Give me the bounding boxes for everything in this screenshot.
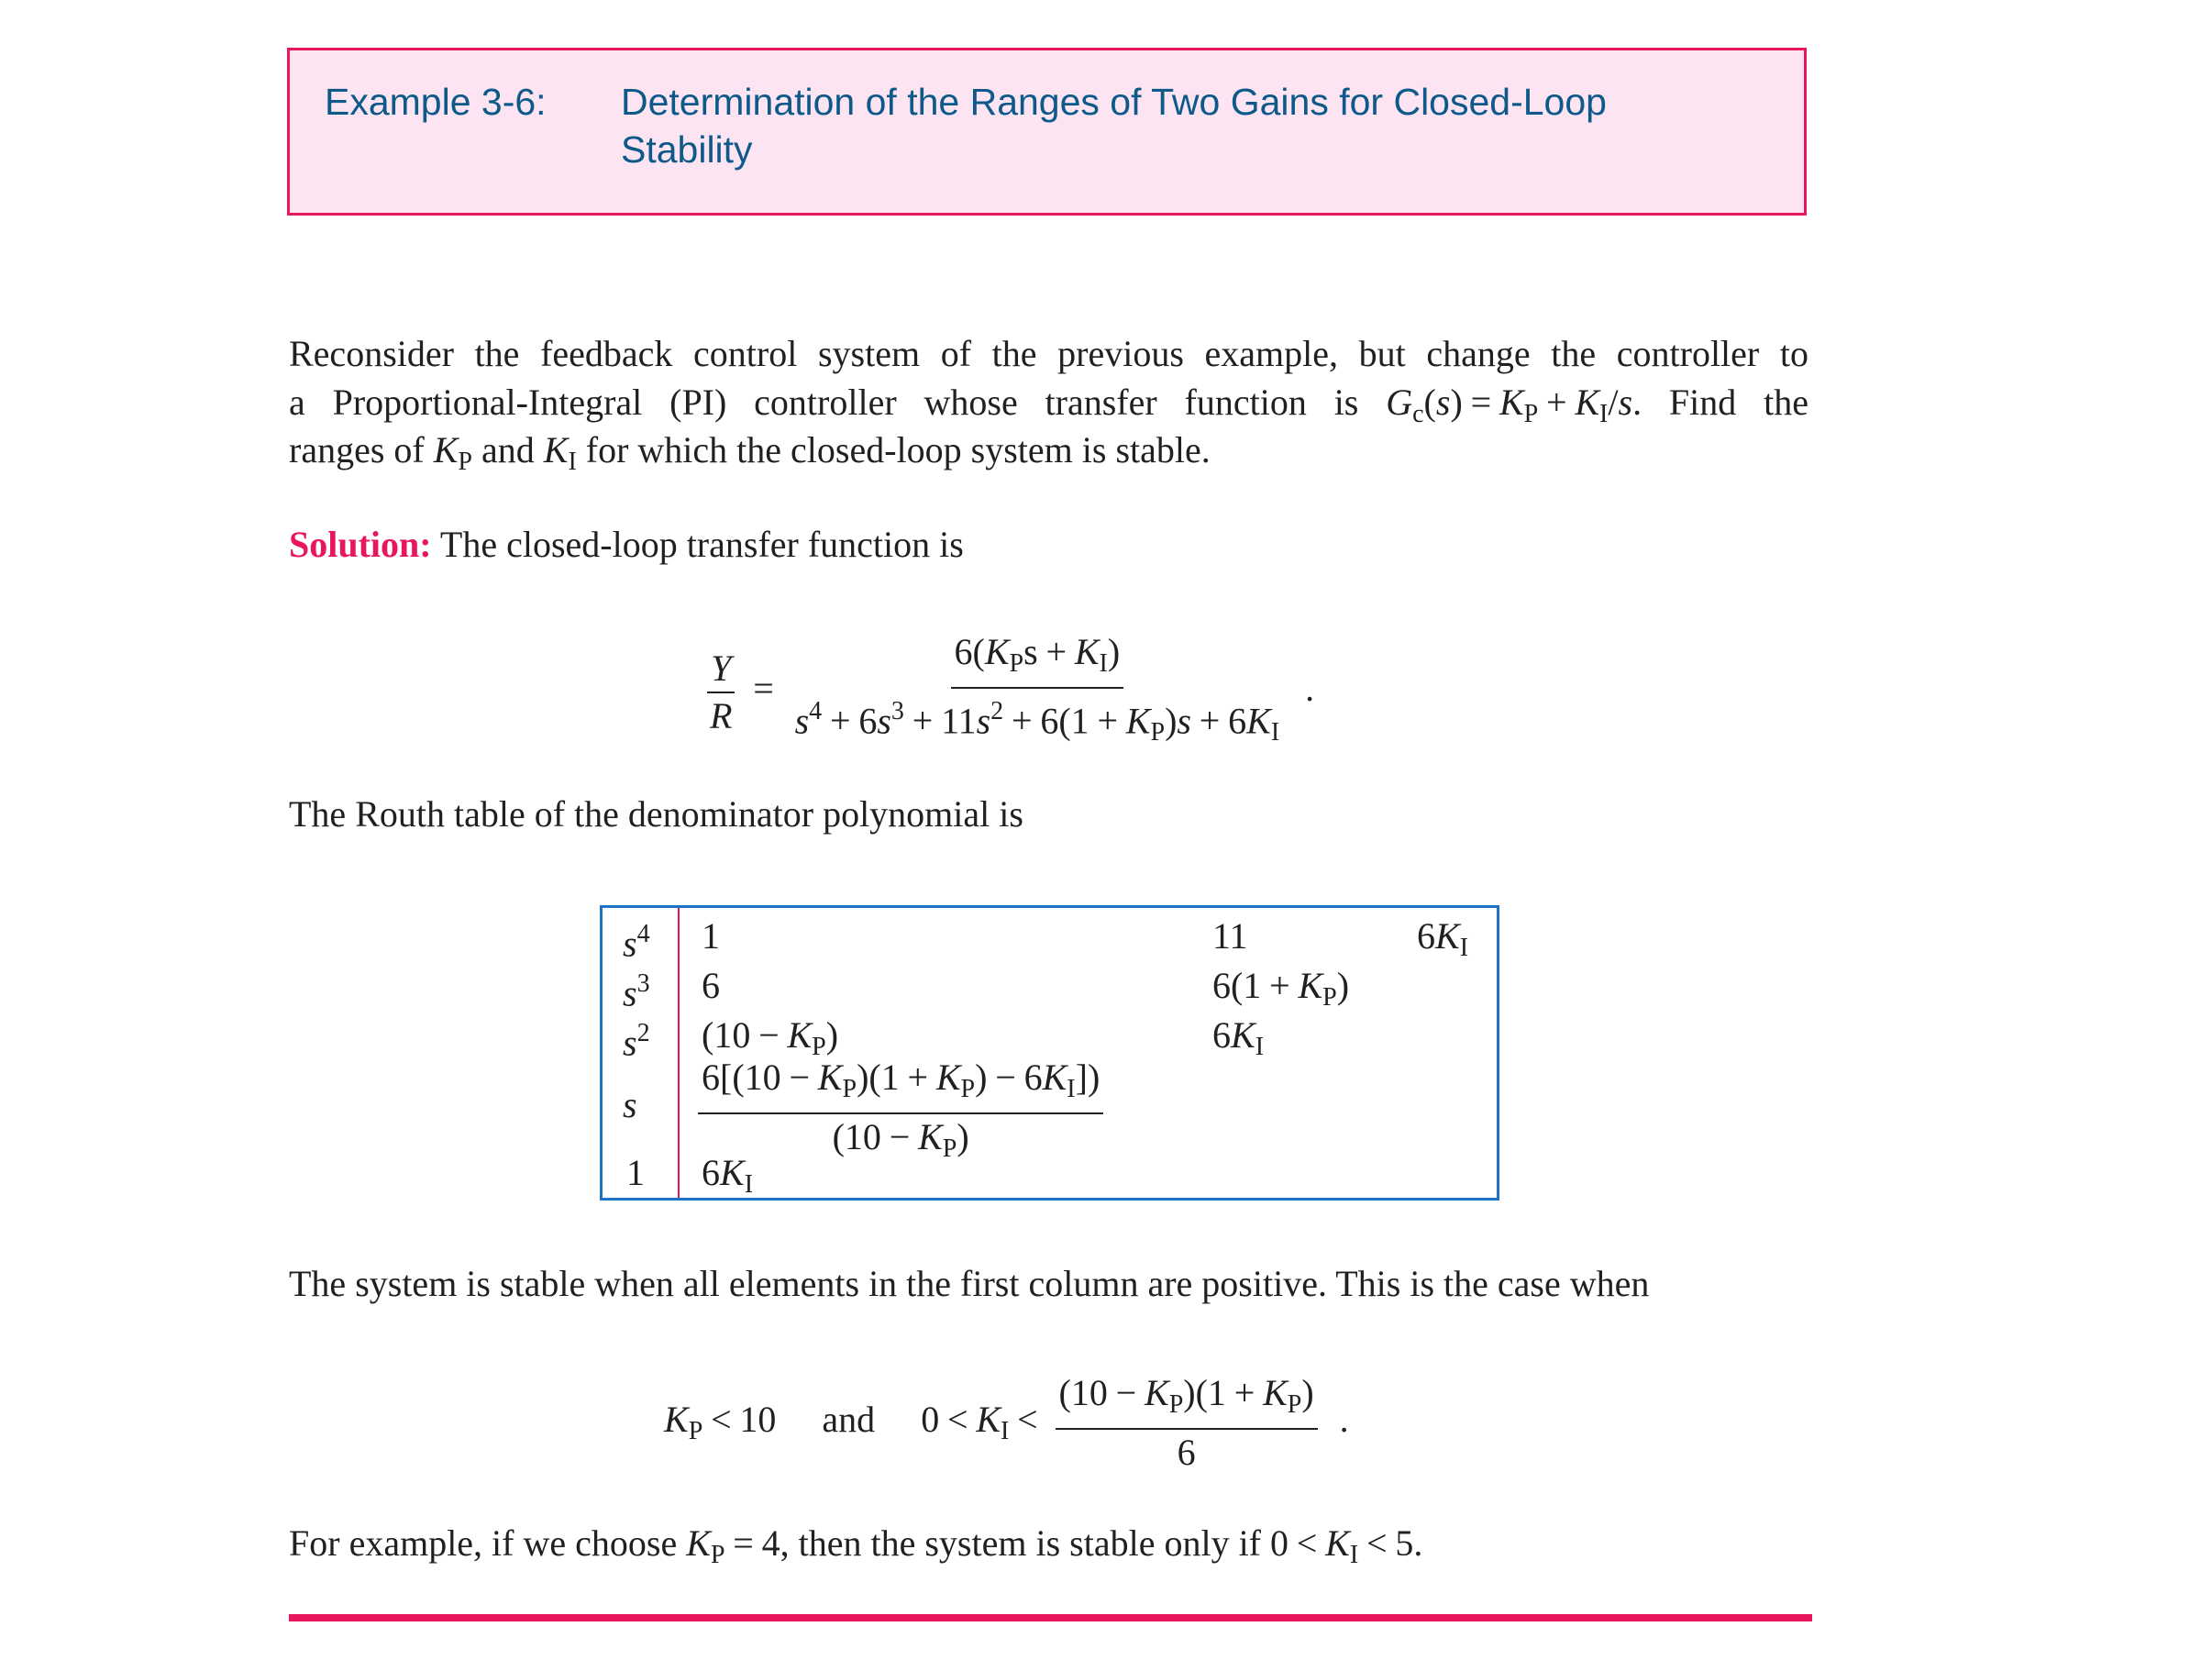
math-text: . Find the xyxy=(1632,382,1808,423)
math-variable: K xyxy=(787,1014,813,1056)
math-operator: < xyxy=(711,1398,732,1440)
math-variable: K xyxy=(1231,1014,1255,1056)
math-text: For example, if we choose xyxy=(289,1522,687,1564)
math-operator: + xyxy=(1233,1372,1255,1413)
equals-sign: = xyxy=(753,668,774,710)
math-text: 6 xyxy=(1023,1057,1043,1098)
math-text: ) xyxy=(975,1057,988,1098)
math-text: / xyxy=(1608,382,1619,423)
math-text: 6 xyxy=(1177,1431,1196,1473)
math-operator: − xyxy=(889,1115,911,1157)
math-superscript: 3 xyxy=(636,969,650,998)
math-text: 10 xyxy=(739,1398,777,1440)
math-superscript: 2 xyxy=(636,1019,650,1047)
math-variable: K xyxy=(433,429,459,470)
math-superscript: 4 xyxy=(636,920,650,948)
routh-power-s4 xyxy=(623,913,650,965)
math-subscript: P xyxy=(1287,1389,1302,1419)
lhs-numerator xyxy=(707,647,735,693)
math-subscript: I xyxy=(1099,648,1108,678)
math-variable: K xyxy=(976,1398,1001,1440)
routh-table xyxy=(600,905,1499,1201)
math-variable: K xyxy=(543,429,569,470)
math-text: ]) xyxy=(1075,1057,1100,1098)
intro-line-1: Reconsider the feedback control system of the previous example, but change the controller to xyxy=(289,333,1808,374)
math-subscript: P xyxy=(688,1416,703,1445)
rhs-numerator xyxy=(951,631,1124,689)
routh-cell xyxy=(702,915,720,957)
math-variable: K xyxy=(817,1057,843,1098)
math-subscript: P xyxy=(1322,982,1337,1012)
math-operator: − xyxy=(789,1057,810,1098)
stability-text: The system is stable when all elements in the first column are positive. This is the case when xyxy=(289,1263,1650,1304)
math-text: 6 xyxy=(858,700,878,742)
routh-cell xyxy=(1417,915,1468,969)
routh-cell xyxy=(1212,965,1349,1019)
example-header-box xyxy=(287,48,1807,216)
math-subscript: I xyxy=(568,447,577,476)
routh-cell-fraction xyxy=(698,1057,1103,1170)
math-variable: K xyxy=(1435,915,1460,957)
math-variable: K xyxy=(720,1152,745,1193)
math-subscript: P xyxy=(1523,399,1539,428)
math-variable: R xyxy=(710,695,733,737)
math-variable: K xyxy=(1074,631,1100,672)
solution-label: Solution: xyxy=(289,524,432,565)
math-subscript: I xyxy=(1255,1032,1265,1061)
math-variable: K xyxy=(664,1398,689,1440)
math-variable: K xyxy=(1325,1522,1350,1564)
routh-divider xyxy=(678,908,680,1198)
math-subscript: I xyxy=(1270,718,1280,747)
math-text: 1 xyxy=(702,915,720,957)
example-label: Example 3-6: xyxy=(325,81,547,123)
routh-cell xyxy=(702,1152,753,1206)
math-operator: + xyxy=(1097,700,1118,742)
math-operator: = xyxy=(733,1522,754,1564)
math-operator: + xyxy=(1011,700,1033,742)
math-text: )(1 xyxy=(857,1057,900,1098)
math-superscript: 3 xyxy=(890,696,904,725)
math-variable: s xyxy=(794,700,810,742)
math-variable: K xyxy=(1042,1057,1067,1098)
math-text: 4, then the system is stable only if 0 xyxy=(761,1522,1288,1564)
math-variable: s xyxy=(877,700,891,742)
routh-power-s1 xyxy=(623,1084,637,1126)
math-text: 0 xyxy=(921,1398,940,1440)
math-variable: K xyxy=(984,631,1010,672)
example-line xyxy=(289,1521,1422,1578)
math-subscript: P xyxy=(1150,718,1166,747)
math-text: 6[(10 xyxy=(702,1057,781,1098)
math-variable: Y xyxy=(711,647,732,690)
math-variable: K xyxy=(935,1057,961,1098)
routh-cell xyxy=(1212,1014,1264,1068)
math-text: )(1 xyxy=(1183,1372,1226,1413)
math-operator: + xyxy=(1546,382,1567,423)
math-text: ) xyxy=(1336,965,1350,1006)
math-operator: < xyxy=(1296,1522,1318,1564)
math-operator: < xyxy=(1366,1522,1388,1564)
example-title: Determination of the Ranges of Two Gains for Closed-Loop Stability xyxy=(621,81,1607,171)
math-variable: s xyxy=(623,1022,637,1064)
math-variable: K xyxy=(1125,700,1151,742)
condition-ki xyxy=(921,1398,1045,1445)
math-operator: < xyxy=(1017,1398,1038,1440)
math-text: 6 xyxy=(1417,915,1435,957)
math-text: 6(1 xyxy=(1040,700,1089,742)
math-variable: s xyxy=(623,1084,637,1125)
math-operator: + xyxy=(907,1057,929,1098)
math-operator: + xyxy=(829,700,851,742)
math-text: ) xyxy=(825,1014,839,1056)
math-variable: K xyxy=(1246,700,1271,742)
routh-fraction xyxy=(698,1057,1103,1170)
routh-cell xyxy=(702,965,720,1007)
math-operator: − xyxy=(1115,1372,1137,1413)
math-variable: K xyxy=(1145,1372,1169,1413)
math-text: a Proportional-Integral (PI) controller whose transfer function is xyxy=(289,382,1387,423)
math-subscript: I xyxy=(1067,1074,1076,1103)
math-text: ) xyxy=(957,1115,969,1157)
condition-and: and xyxy=(822,1398,876,1440)
math-subscript: I xyxy=(1349,1540,1359,1569)
routh-power-s3 xyxy=(623,963,650,1014)
routh-power-s0 xyxy=(626,1152,645,1194)
math-operator: = xyxy=(1470,382,1492,423)
math-text: 6 xyxy=(1212,1014,1231,1056)
math-variable: K xyxy=(1499,382,1524,423)
math-text: (10 xyxy=(832,1115,881,1157)
math-subscript: P xyxy=(842,1074,857,1103)
math-operator: + xyxy=(1045,631,1067,672)
math-subscript: I xyxy=(744,1169,754,1199)
math-operator: < xyxy=(946,1398,968,1440)
condition-denominator xyxy=(1174,1430,1200,1474)
routh-fraction-numerator xyxy=(698,1057,1103,1114)
math-variable: K xyxy=(686,1522,711,1564)
math-subscript: P xyxy=(1168,1389,1184,1419)
math-variable: K xyxy=(1263,1372,1288,1413)
math-variable: G xyxy=(1386,382,1413,423)
math-text: 5. xyxy=(1395,1522,1423,1564)
math-text: (10 xyxy=(1058,1372,1108,1413)
math-variable: s xyxy=(623,972,637,1014)
math-subscript: P xyxy=(960,1074,976,1103)
math-text: for which the closed-loop system is stable. xyxy=(576,429,1211,470)
math-variable: s xyxy=(1177,700,1191,742)
math-subscript: P xyxy=(942,1134,957,1163)
math-operator: + xyxy=(1199,700,1221,742)
math-superscript: 2 xyxy=(990,696,1004,725)
math-text: ) xyxy=(1450,382,1463,423)
math-operator: − xyxy=(995,1057,1016,1098)
math-subscript: P xyxy=(458,447,472,476)
math-variable: K xyxy=(918,1115,943,1157)
math-subscript: P xyxy=(1009,648,1024,678)
routh-cell xyxy=(1212,915,1248,957)
solution-text: The closed-loop transfer function is xyxy=(431,524,964,565)
math-text: 6( xyxy=(954,631,985,672)
math-text: s xyxy=(1023,631,1038,672)
math-text: 6 xyxy=(1228,700,1247,742)
math-text: ranges of xyxy=(289,429,434,470)
end-of-example-rule xyxy=(289,1614,1812,1621)
math-text: ( xyxy=(1423,382,1436,423)
condition-fraction xyxy=(1056,1372,1318,1474)
routh-intro: The Routh table of the denominator polynomial is xyxy=(289,793,1023,835)
math-text: 1 xyxy=(626,1152,645,1193)
math-text: 6 xyxy=(702,965,720,1006)
math-variable: K xyxy=(1298,965,1323,1006)
math-subscript: P xyxy=(812,1032,826,1061)
math-variable: s xyxy=(1618,382,1633,423)
math-subscript: c xyxy=(1412,399,1424,428)
lhs-denominator xyxy=(706,693,735,737)
math-subscript: I xyxy=(1599,399,1609,428)
math-subscript: I xyxy=(1001,1416,1010,1445)
math-superscript: 4 xyxy=(809,696,823,725)
intro-line-3 xyxy=(289,427,1211,485)
math-text: ) xyxy=(1165,700,1178,742)
math-variable: s xyxy=(976,700,991,742)
routh-fraction-denominator xyxy=(829,1114,973,1170)
math-text: and xyxy=(471,429,544,470)
solution-line xyxy=(289,522,964,568)
math-text: ) xyxy=(1301,1372,1314,1413)
math-text: ) xyxy=(1107,631,1121,672)
math-subscript: P xyxy=(710,1540,725,1569)
math-text: 6 xyxy=(702,1152,720,1193)
math-operator: − xyxy=(758,1014,780,1056)
math-text: (10 xyxy=(702,1014,751,1056)
math-text: 11 xyxy=(1212,915,1248,957)
condition-period: . xyxy=(1339,1398,1349,1440)
math-variable: s xyxy=(623,923,637,965)
routh-power-s2 xyxy=(623,1013,650,1064)
math-text: 6(1 xyxy=(1212,965,1262,1006)
math-subscript: I xyxy=(1459,933,1469,962)
math-variable: K xyxy=(1575,382,1600,423)
equation-period: . xyxy=(1305,668,1315,710)
math-variable: s xyxy=(1435,382,1451,423)
condition-kp xyxy=(664,1398,777,1445)
rhs-fraction xyxy=(791,631,1284,754)
transfer-function-equation xyxy=(706,631,1314,754)
lhs-fraction xyxy=(706,647,735,737)
stability-condition xyxy=(664,1372,1349,1474)
rhs-denominator xyxy=(791,689,1284,754)
math-text: 11 xyxy=(941,700,977,742)
math-operator: + xyxy=(1269,965,1290,1006)
condition-numerator xyxy=(1056,1372,1318,1430)
math-operator: + xyxy=(912,700,934,742)
